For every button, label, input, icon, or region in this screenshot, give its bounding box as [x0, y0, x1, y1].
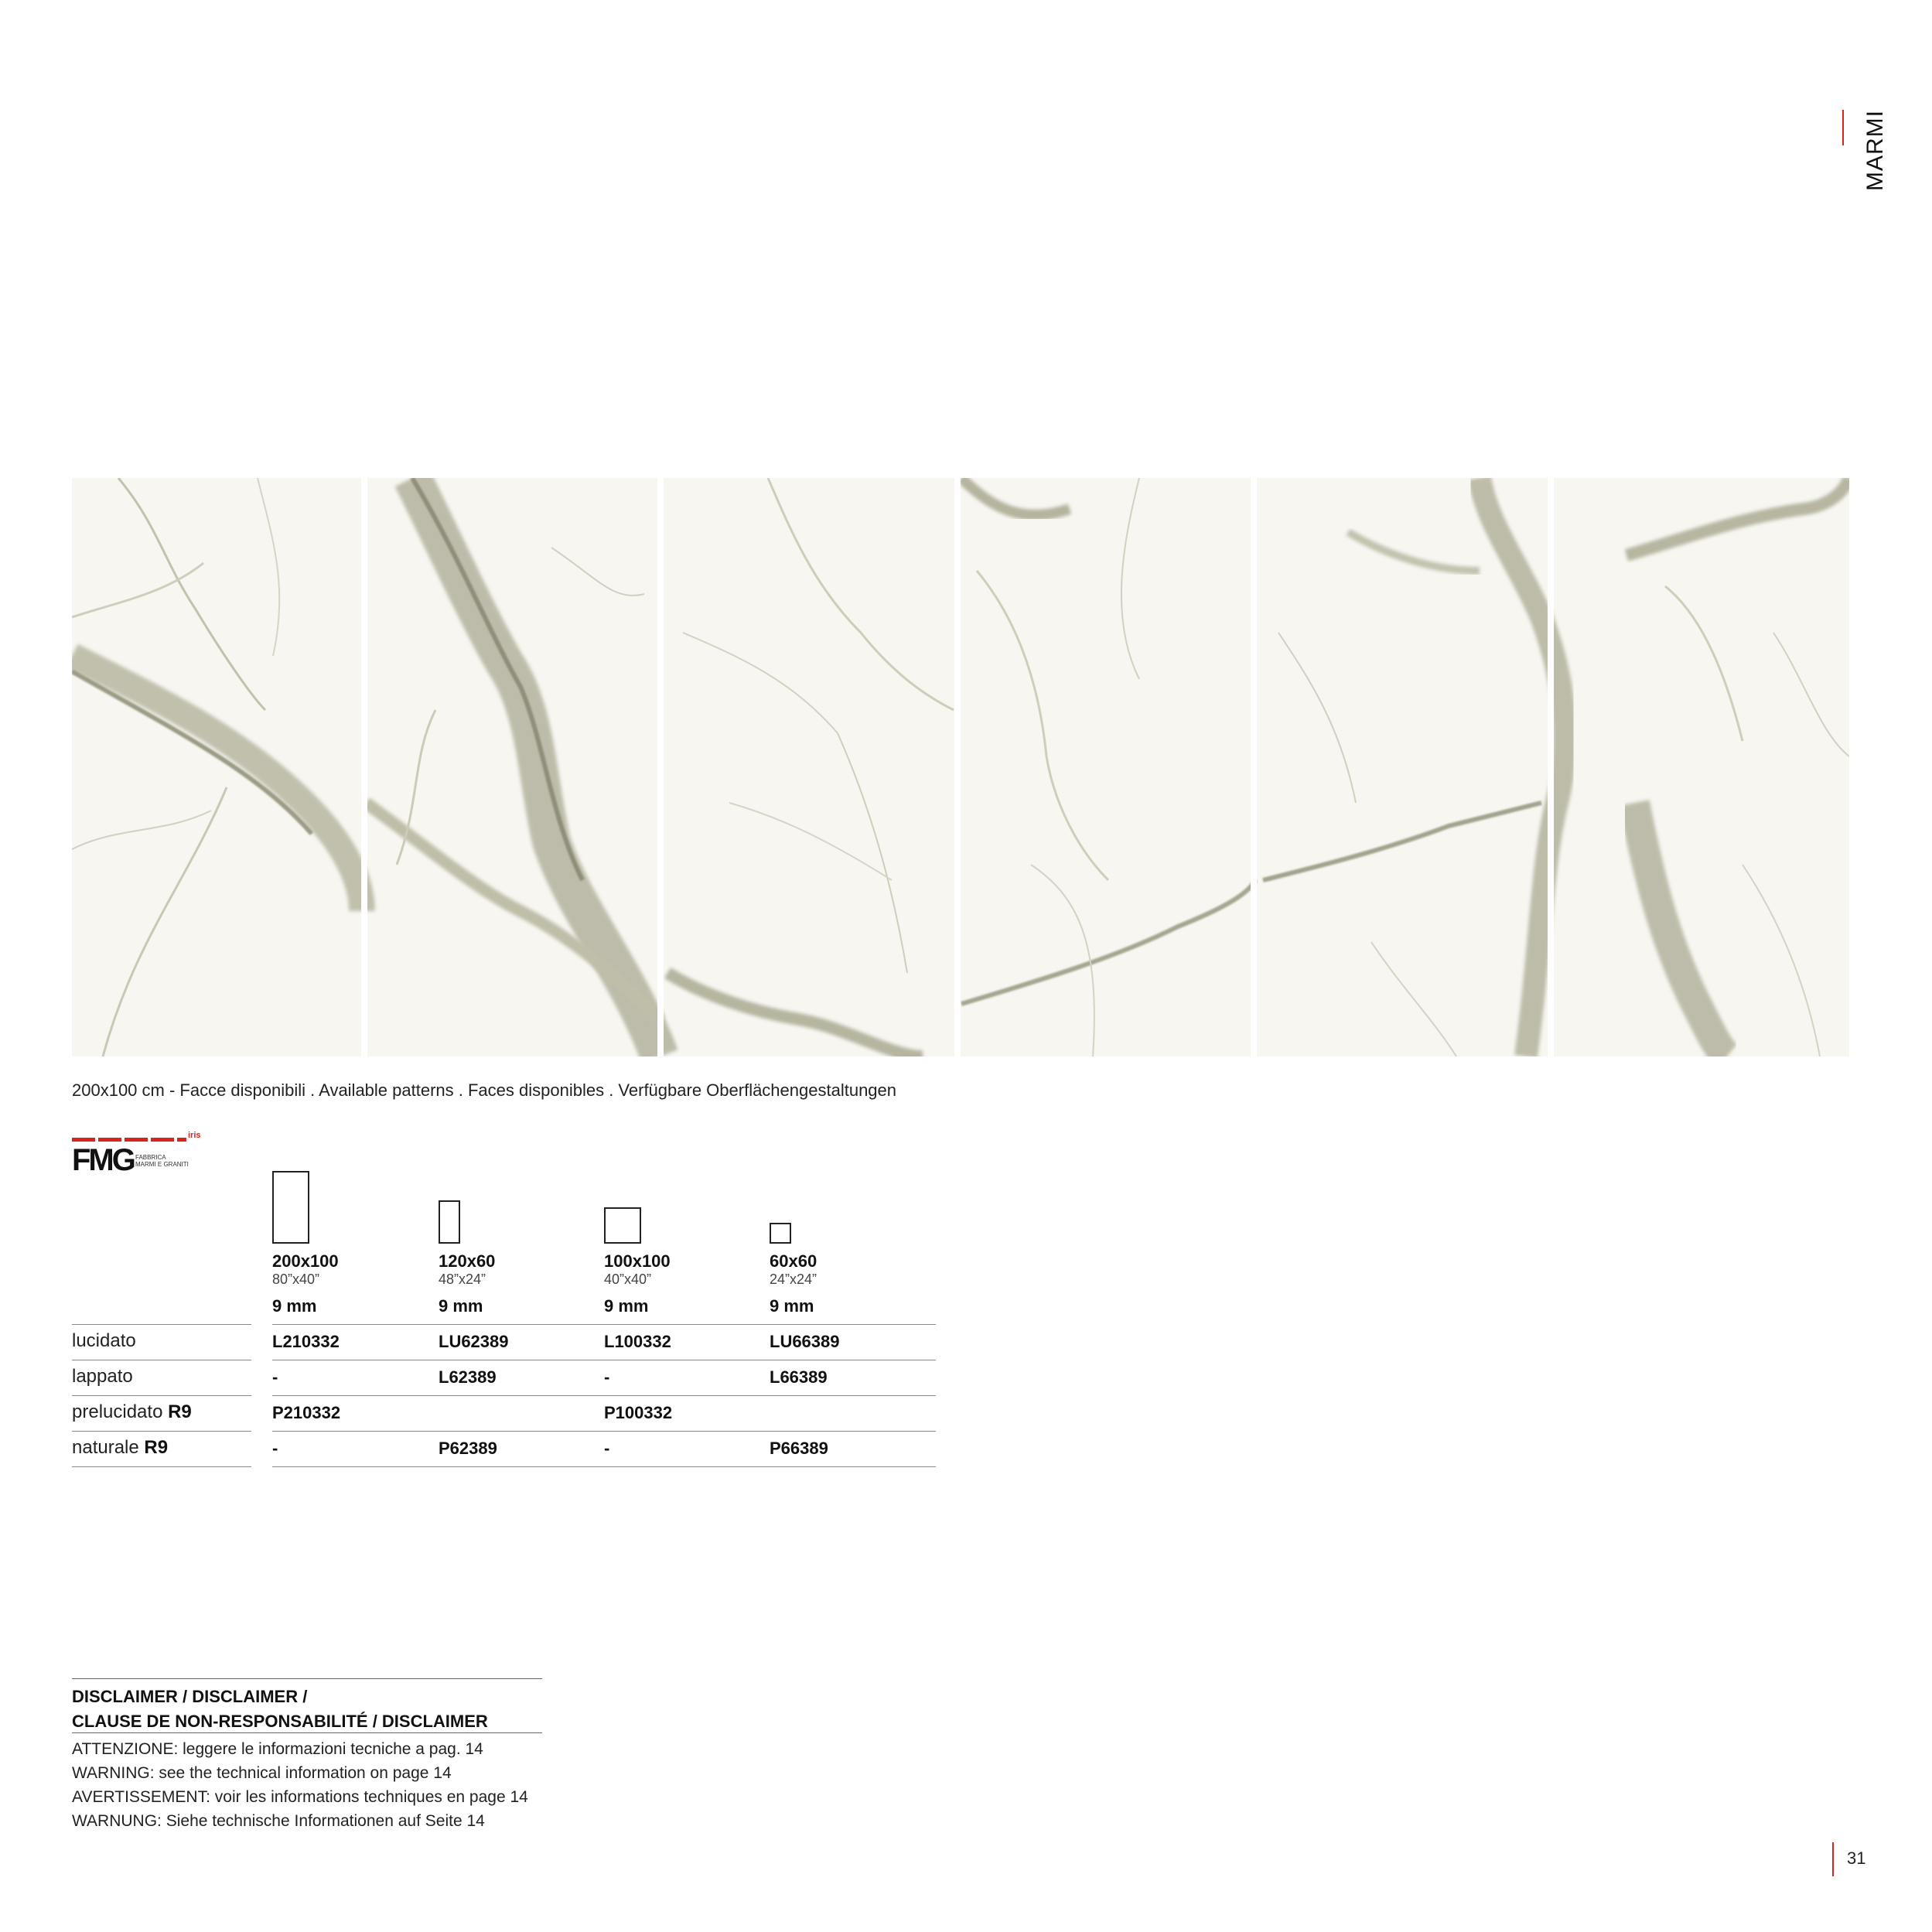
- table-cell: L62389: [439, 1367, 497, 1387]
- table-cell: LU62389: [439, 1332, 509, 1351]
- page-number-rule: [1832, 1842, 1834, 1876]
- col-inches-4: 24”x24”: [770, 1272, 818, 1287]
- table-cell: LU66389: [770, 1332, 840, 1351]
- table-cell: -: [272, 1439, 278, 1458]
- table-cell: -: [272, 1367, 278, 1387]
- logo-fmg-text: FMG: [72, 1143, 134, 1177]
- row-label-prelucidato: prelucidato R9: [72, 1401, 192, 1422]
- disclaimer-rule: [72, 1732, 542, 1733]
- table-rule: [272, 1431, 936, 1432]
- table-cell: -: [604, 1439, 610, 1458]
- col-thickness-2: 9 mm: [439, 1296, 483, 1316]
- table-rule: [272, 1466, 936, 1467]
- table-rule: [72, 1324, 251, 1325]
- col-inches-1: 80”x40”: [272, 1272, 320, 1287]
- table-cell: L66389: [770, 1367, 828, 1387]
- col-size-4: 60x60: [770, 1251, 818, 1271]
- logo-iris-text: iris: [188, 1131, 201, 1140]
- table-cell: P210332: [272, 1403, 341, 1422]
- table-rule: [72, 1431, 251, 1432]
- table-rule: [72, 1466, 251, 1467]
- row-label-lappato: lappato: [72, 1366, 133, 1387]
- disclaimer-line: AVERTISSEMENT: voir les informations techniques en page 14: [72, 1788, 528, 1806]
- disclaimer-line: WARNUNG: Siehe technische Informationen auf Seite 14: [72, 1812, 485, 1830]
- col-inches-2: 48”x24”: [439, 1272, 486, 1287]
- section-label: MARMI: [1862, 110, 1888, 192]
- table-cell: L210332: [272, 1332, 340, 1351]
- disclaimer-line: ATTENZIONE: leggere le informazioni tecniche a pag. 14: [72, 1740, 483, 1758]
- col-size-3: 100x100: [604, 1251, 671, 1271]
- patterns-caption: 200x100 cm - Facce disponibili . Available patterns . Faces disponibles . Verfügbare Oberflächengestaltungen: [72, 1080, 897, 1100]
- disclaimer-text: [72, 1737, 613, 1833]
- disclaimer-rule: [72, 1678, 542, 1679]
- table-cell: L100332: [604, 1332, 671, 1351]
- table-cell: -: [604, 1367, 610, 1387]
- col-thickness-4: 9 mm: [770, 1296, 814, 1316]
- fmg-logo: [72, 1131, 203, 1177]
- disclaimer-line: WARNING: see the technical information on page 14: [72, 1764, 452, 1782]
- table-rule: [72, 1395, 251, 1396]
- marble-slab-strip: [72, 478, 1849, 1056]
- format-100x100-icon: [604, 1207, 641, 1244]
- col-inches-3: 40”x40”: [604, 1272, 652, 1287]
- format-60x60-icon: [770, 1223, 791, 1244]
- col-size-1: 200x100: [272, 1251, 339, 1271]
- table-cell: P66389: [770, 1439, 828, 1458]
- table-rule: [272, 1395, 936, 1396]
- page-number: 31: [1847, 1848, 1866, 1868]
- row-label-lucidato: lucidato: [72, 1330, 136, 1351]
- row-label-naturale: naturale R9: [72, 1437, 169, 1458]
- section-accent-rule: [1842, 110, 1844, 145]
- format-120x60-icon: [439, 1200, 460, 1244]
- table-cell: P62389: [439, 1439, 497, 1458]
- col-thickness-1: 9 mm: [272, 1296, 317, 1316]
- logo-red-bars: [72, 1131, 203, 1142]
- col-thickness-3: 9 mm: [604, 1296, 649, 1316]
- format-200x100-icon: [272, 1171, 309, 1244]
- table-rule: [272, 1324, 936, 1325]
- table-cell: P100332: [604, 1403, 673, 1422]
- col-size-2: 120x60: [439, 1251, 496, 1271]
- logo-subtitle: FABBRICA MARMI E GRANITI: [135, 1154, 189, 1168]
- disclaimer-title: DISCLAIMER / DISCLAIMER / CLAUSE DE NON-RESPONSABILITÉ / DISCLAIMER: [72, 1687, 488, 1731]
